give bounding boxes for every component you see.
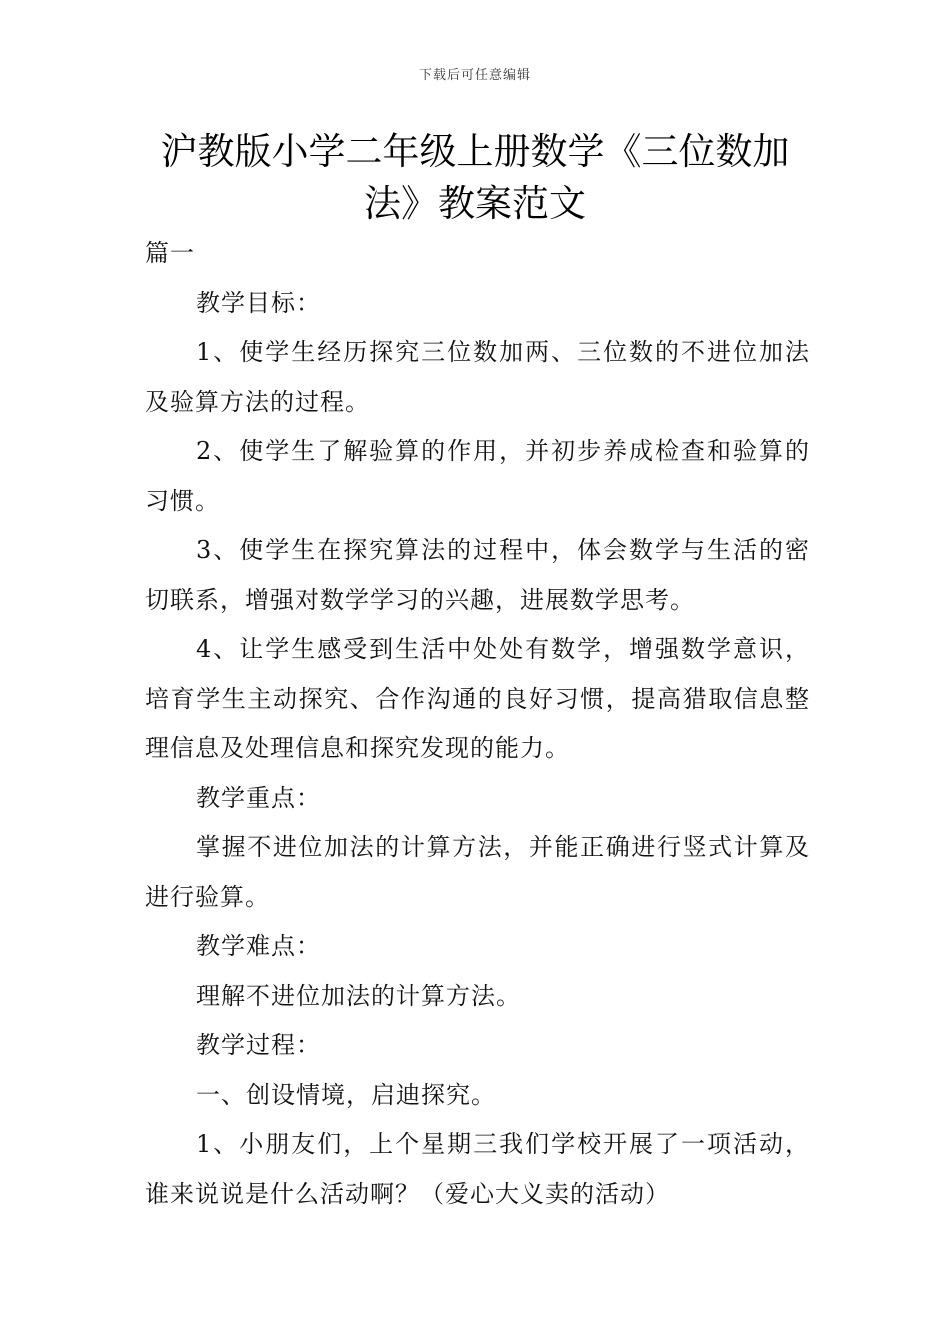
- title-line-1: 沪教版小学二年级上册数学《三位数加: [160, 130, 790, 173]
- heading-key-points: 教学重点：: [196, 783, 321, 812]
- goal-item-3: 3、使学生在探究算法的过程中，体会数学与生活的密切联系，增强对数学学习的兴趣，进展数学思考。: [145, 536, 810, 614]
- header-note: 下载后可任意编辑: [418, 68, 531, 83]
- difficulties-text: 理解不进位加法的计算方法。: [196, 981, 521, 1010]
- goal-item-4: 4、让学生感受到生活中处处有数学，增强数学意识，培育学生主动探究、合作沟通的良好习惯，提高猎取信息整理信息及处理信息和探究发现的能力。: [145, 635, 810, 762]
- document-body: [145, 229, 810, 1219]
- section-label: 篇一: [145, 239, 195, 267]
- goal-item-1: 1、使学生经历探究三位数加两、三位数的不进位加法及验算方法的过程。: [145, 338, 810, 416]
- goal-item-2: 2、使学生了解验算的作用，并初步养成检查和验算的习惯。: [145, 437, 810, 515]
- heading-difficulties: 教学难点：: [196, 932, 321, 960]
- document-title: [145, 126, 805, 230]
- process-item-1: 1、小朋友们，上个星期三我们学校开展了一项活动，谁来说说是什么活动啊？（爱心大义卖的活动）: [145, 1130, 810, 1208]
- title-line-2: 法》教案范文: [364, 182, 586, 225]
- heading-teaching-goals: 教学目标：: [196, 288, 321, 317]
- process-step-1: 一、创设情境，启迪探究。: [196, 1080, 496, 1109]
- heading-process: 教学过程：: [196, 1031, 321, 1059]
- key-points-text: 掌握不进位加法的计算方法，并能正确进行竖式计算及进行验算。: [145, 833, 810, 911]
